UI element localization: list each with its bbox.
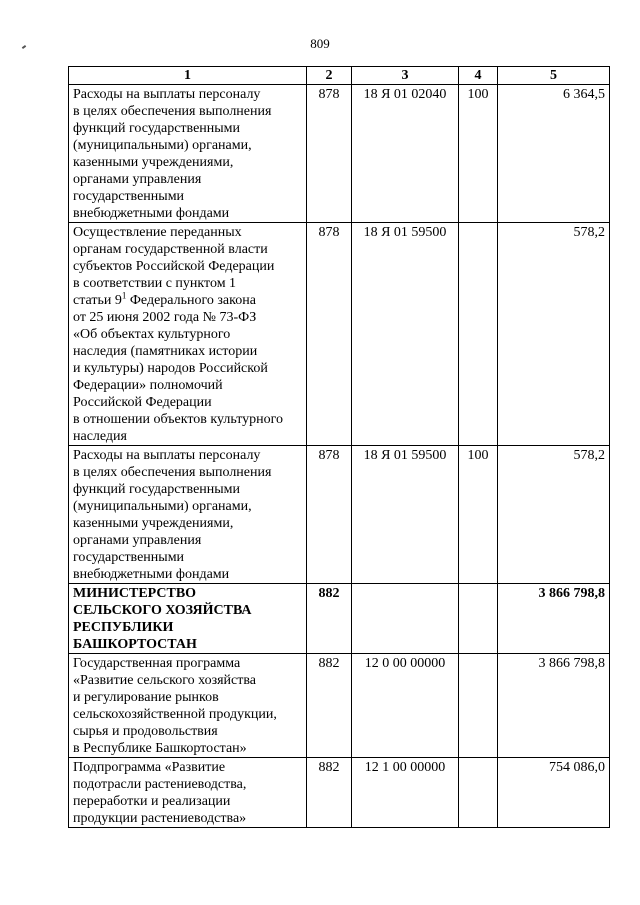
- row-ministry-code: 882: [307, 584, 352, 654]
- row-kind-code: [459, 758, 498, 828]
- row-kind-code: [459, 223, 498, 446]
- page-number: 809: [310, 36, 330, 51]
- row-target-code: 18 Я 01 59500: [352, 446, 459, 584]
- table-row: [69, 446, 610, 584]
- header-col-target: 3: [352, 67, 459, 85]
- row-name: МИНИСТЕРСТВО СЕЛЬСКОГО ХОЗЯЙСТВА РЕСПУБЛИКИ БАШКОРТОСТАН: [69, 584, 307, 654]
- header-col-name: 1: [69, 67, 307, 85]
- row-kind-code: 100: [459, 85, 498, 223]
- table-row-ministry-heading: [69, 584, 610, 654]
- row-name-part: Федерального закона от 25 июня 2002 года № 73-ФЗ «Об объектах культурного наследия (памятниках истории и культуры) народов Российской Федерации» полномочий Российской Федерации в отношении объектов культурного наследия: [73, 293, 284, 444]
- footnote-superscript: 1: [121, 290, 127, 301]
- row-ministry-code: 878: [307, 223, 352, 446]
- table-row: [69, 654, 610, 758]
- row-kind-code: 100: [459, 446, 498, 584]
- row-ministry-code: 882: [307, 654, 352, 758]
- table-row: [69, 758, 610, 828]
- table-body: [69, 85, 610, 828]
- table-row: [69, 85, 610, 223]
- row-target-code: 18 Я 01 59500: [352, 223, 459, 446]
- row-amount: 6 364,5: [498, 85, 610, 223]
- row-amount: 578,2: [498, 446, 610, 584]
- row-target-code: 12 1 00 00000: [352, 758, 459, 828]
- row-target-code: 18 Я 01 02040: [352, 85, 459, 223]
- header-col-amount: 5: [498, 67, 610, 85]
- row-name: Расходы на выплаты персоналу в целях обеспечения выполнения функций государственными (муниципальными) органами, казенными учреждениями, органами управления государственными внебюджетными фондами: [69, 446, 307, 584]
- row-name: [69, 223, 307, 446]
- row-name: Подпрограмма «Развитие подотрасли растениеводства, переработки и реализации продукции растениеводства»: [69, 758, 307, 828]
- row-amount: 578,2: [498, 223, 610, 446]
- header-row: [69, 67, 610, 85]
- row-ministry-code: 878: [307, 85, 352, 223]
- row-name: Расходы на выплаты персоналу в целях обеспечения выполнения функций государственными (муниципальными) органами, казенными учреждениями, органами управления государственными внебюджетными фондами: [69, 85, 307, 223]
- row-name-part: Осуществление переданных органам государственной власти субъектов Российской Федерации в соответствии с пунктом 1 статьи 9: [73, 225, 275, 308]
- row-ministry-code: 882: [307, 758, 352, 828]
- header-col-ministry: 2: [307, 67, 352, 85]
- row-target-code: [352, 584, 459, 654]
- row-name: Государственная программа «Развитие сельского хозяйства и регулирование рынков сельскохозяйственной продукции, сырья и продовольствия в Республике Башкортостан»: [69, 654, 307, 758]
- row-amount: 754 086,0: [498, 758, 610, 828]
- row-kind-code: [459, 584, 498, 654]
- row-ministry-code: 878: [307, 446, 352, 584]
- row-amount: 3 866 798,8: [498, 654, 610, 758]
- budget-table: [68, 66, 610, 828]
- table-header: [69, 67, 610, 85]
- row-target-code: 12 0 00 00000: [352, 654, 459, 758]
- row-amount: 3 866 798,8: [498, 584, 610, 654]
- row-kind-code: [459, 654, 498, 758]
- table-row: [69, 223, 610, 446]
- header-col-kind: 4: [459, 67, 498, 85]
